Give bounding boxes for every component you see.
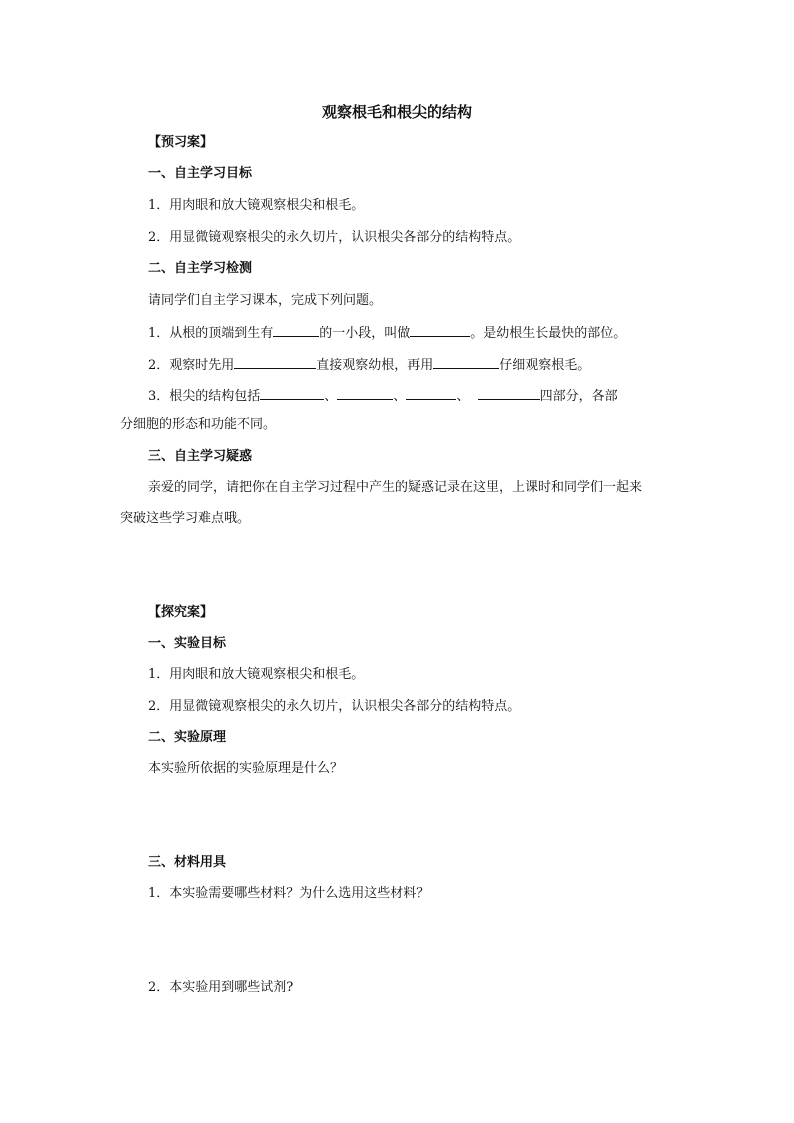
q2-text-a: 2．观察时先用 xyxy=(148,358,235,373)
explore-header: 【探究案】 xyxy=(148,605,214,620)
explore-s2-question: 本实验所依据的实验原理是什么？ xyxy=(148,761,344,776)
q2-text-b: 直接观察幼根，再用 xyxy=(316,358,434,373)
q3-blank-1[interactable] xyxy=(260,386,324,400)
preview-s3-text2: 突破这些学习难点哦。 xyxy=(120,511,251,526)
q3-blank-2[interactable] xyxy=(337,386,393,400)
q3-sep-3: 、 xyxy=(456,389,470,404)
q2-blank-2[interactable] xyxy=(433,355,499,369)
explore-s1-item1: 1．用肉眼和放大镜观察根尖和根毛。 xyxy=(148,667,365,682)
q2-text-c: 仔细观察根毛。 xyxy=(499,358,591,373)
preview-s3-heading: 三、自主学习疑惑 xyxy=(148,449,253,464)
preview-s1-heading: 一、自主学习目标 xyxy=(148,166,253,181)
question-2 xyxy=(148,355,590,375)
preview-s2-intro: 请同学们自主学习课本，完成下列问题。 xyxy=(148,293,383,308)
explore-s1-heading: 一、实验目标 xyxy=(148,636,227,651)
q3-sep-2: 、 xyxy=(393,389,407,404)
question-1 xyxy=(148,323,626,343)
explore-s3-heading: 三、材料用具 xyxy=(148,855,227,870)
preview-s1-item2: 2．用显微镜观察根尖的永久切片，认识根尖各部分的结构特点。 xyxy=(148,230,521,245)
question-3 xyxy=(148,386,618,406)
preview-header: 【预习案】 xyxy=(148,135,214,150)
preview-s1-item1: 1．用肉眼和放大镜观察根尖和根毛。 xyxy=(148,198,365,213)
q3-blank-4[interactable] xyxy=(478,386,540,400)
preview-s2-heading: 二、自主学习检测 xyxy=(148,261,253,276)
q2-blank-1[interactable] xyxy=(234,355,316,369)
explore-s1-item2: 2．用显微镜观察根尖的永久切片，认识根尖各部分的结构特点。 xyxy=(148,699,521,714)
q1-blank-2[interactable] xyxy=(410,323,470,337)
q3-text-b: 四部分，各部 xyxy=(539,389,618,404)
q1-text-c: 。是幼根生长最快的部位。 xyxy=(470,326,627,341)
q1-text-a: 1．从根的顶端到生有 xyxy=(148,326,274,341)
page-title: 观察根毛和根尖的结构 xyxy=(321,103,472,121)
preview-s3-text1: 亲爱的同学，请把你在自主学习过程中产生的疑惑记录在这里，上课时和同学们一起来 xyxy=(148,480,643,495)
q3-sep-1: 、 xyxy=(324,389,338,404)
q3-text-a: 3．根尖的结构包括 xyxy=(148,389,261,404)
q3-blank-3[interactable] xyxy=(406,386,456,400)
q1-blank-1[interactable] xyxy=(273,323,319,337)
explore-s3-q1: 1．本实验需要哪些材料？为什么选用这些材料？ xyxy=(148,886,430,901)
q3-continuation: 分细胞的形态和功能不同。 xyxy=(120,417,277,432)
explore-s3-q2: 2．本实验用到哪些试剂? xyxy=(148,980,294,995)
q1-text-b: 的一小段，叫做 xyxy=(319,326,411,341)
explore-s2-heading: 二、实验原理 xyxy=(148,730,227,745)
